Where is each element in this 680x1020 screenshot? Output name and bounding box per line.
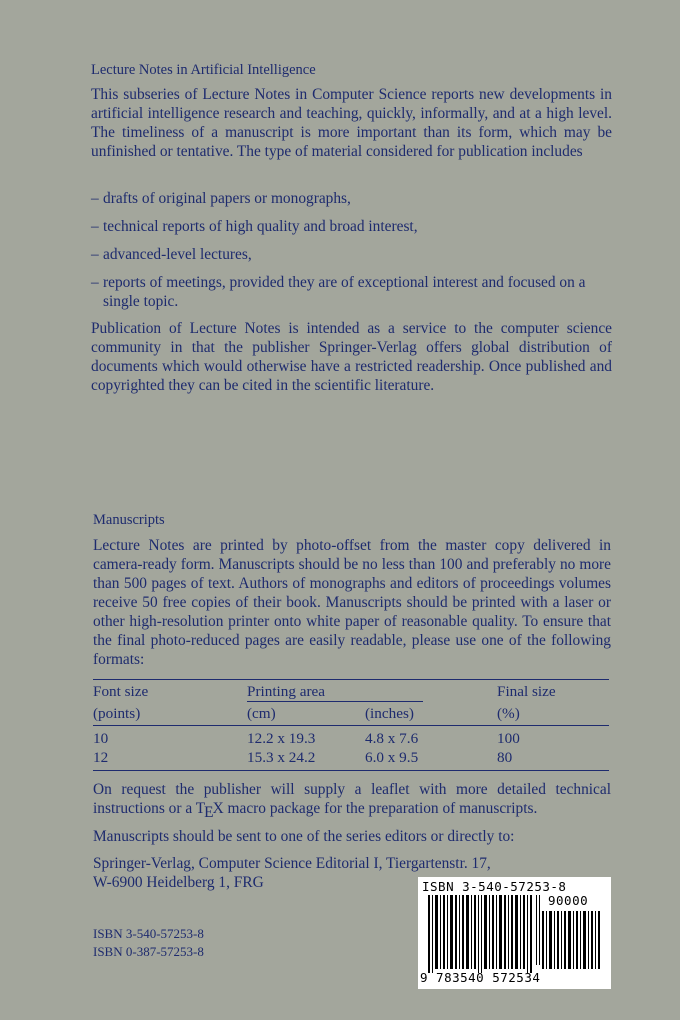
list-item-text: technical reports of high quality and broad interest, <box>103 218 418 235</box>
col-subheader-cm: (cm) <box>247 705 276 722</box>
tex-letter-x: X <box>212 800 224 817</box>
col-header-printing-area: Printing area <box>247 683 326 700</box>
tex-letter-e: E <box>204 804 214 821</box>
manuscripts-paragraph: Lecture Notes are printed by photo-offset from the master copy delivered in camera-ready form. Manuscripts should be no less than 100 and preferably no more than 500 pages of text. Authors of monographs and editors of proceedings volumes receive 50 free copies of their book. Manuscripts should be printed with a laser or other high-resolution printer onto white paper of reasonable quality. To ensure that the final photo-reduced pages are easily readable, please use one of the following formats: <box>93 537 611 668</box>
list-item-text: drafts of original papers or monographs, <box>103 190 351 207</box>
table-cell: 15.3 x 24.2 <box>247 749 316 766</box>
barcode-isbn-label: ISBN 3-540-57253-8 <box>422 879 567 894</box>
col-header-font-size: Font size <box>93 683 149 700</box>
table-top-rule <box>93 679 609 680</box>
barcode <box>418 877 611 989</box>
table-cell: 100 <box>497 730 520 747</box>
manuscripts-heading: Manuscripts <box>93 512 165 528</box>
col-subheader-points: (points) <box>93 705 141 722</box>
tex-logo <box>195 800 224 821</box>
bullet-dash: – <box>91 218 99 235</box>
request-paragraph <box>93 780 611 821</box>
list-item <box>91 273 611 311</box>
barcode-addon: 90000 <box>548 893 589 908</box>
list-item <box>91 189 611 208</box>
request-text-end: macro package for the preparation of manuscripts. <box>223 800 538 817</box>
send-to-line: Manuscripts should be sent to one of the series editors or directly to: <box>93 828 515 845</box>
col-header-final-size: Final size <box>497 683 556 700</box>
col-subheader-inches: (inches) <box>365 705 414 722</box>
list-item <box>91 245 611 264</box>
series-title: Lecture Notes in Artificial Intelligence <box>91 62 316 78</box>
address-line-1: Springer-Verlag, Computer Science Editorial I, Tiergartenstr. 17, <box>93 855 491 872</box>
isbn-line: ISBN 3-540-57253-8 <box>93 926 204 941</box>
bullet-dash: – <box>91 274 99 291</box>
table-cell: 12 <box>93 749 109 766</box>
barcode-ean: 9 783540 572534 <box>420 970 541 985</box>
bullet-dash: – <box>91 190 99 207</box>
isbn-block <box>93 925 204 961</box>
printing-area-rule <box>247 701 423 702</box>
list-item <box>91 217 611 236</box>
table-header-rule <box>93 725 609 726</box>
list-item-text: advanced-level lectures, <box>103 246 252 263</box>
address-line-2: W-6900 Heidelberg 1, FRG <box>93 874 264 891</box>
isbn-line: ISBN 0-387-57253-8 <box>93 944 204 959</box>
table-cell: 10 <box>93 730 109 747</box>
table-cell: 12.2 x 19.3 <box>247 730 316 747</box>
col-subheader-percent: (%) <box>497 705 520 722</box>
bullet-dash: – <box>91 246 99 263</box>
table-cell: 6.0 x 9.5 <box>365 749 419 766</box>
request-text-start: On request the publisher will supply a leaflet with more detailed technical instructions or a <box>93 781 611 817</box>
list-item-text: reports of meetings, provided they are of exceptional interest and focused on a single topic. <box>103 274 586 310</box>
tex-letter-t: T <box>195 800 206 817</box>
table-cell: 80 <box>497 749 513 766</box>
publication-paragraph: Publication of Lecture Notes is intended as a service to the computer science community in that the publisher Springer-Verlag offers global distribution of documents which would otherwise have a restricted readership. Once published and copyrighted they can be cited in the scientific literature. <box>91 320 612 394</box>
table-cell: 4.8 x 7.6 <box>365 730 419 747</box>
series-intro-paragraph: This subseries of Lecture Notes in Computer Science reports new developments in artificial intelligence research and teaching, quickly, informally, and at a high level. The timeliness of a manuscript is more important than its form, which may be unfinished or tentative. The type of material considered for publication includes <box>91 86 612 160</box>
table-bottom-rule <box>93 770 609 771</box>
